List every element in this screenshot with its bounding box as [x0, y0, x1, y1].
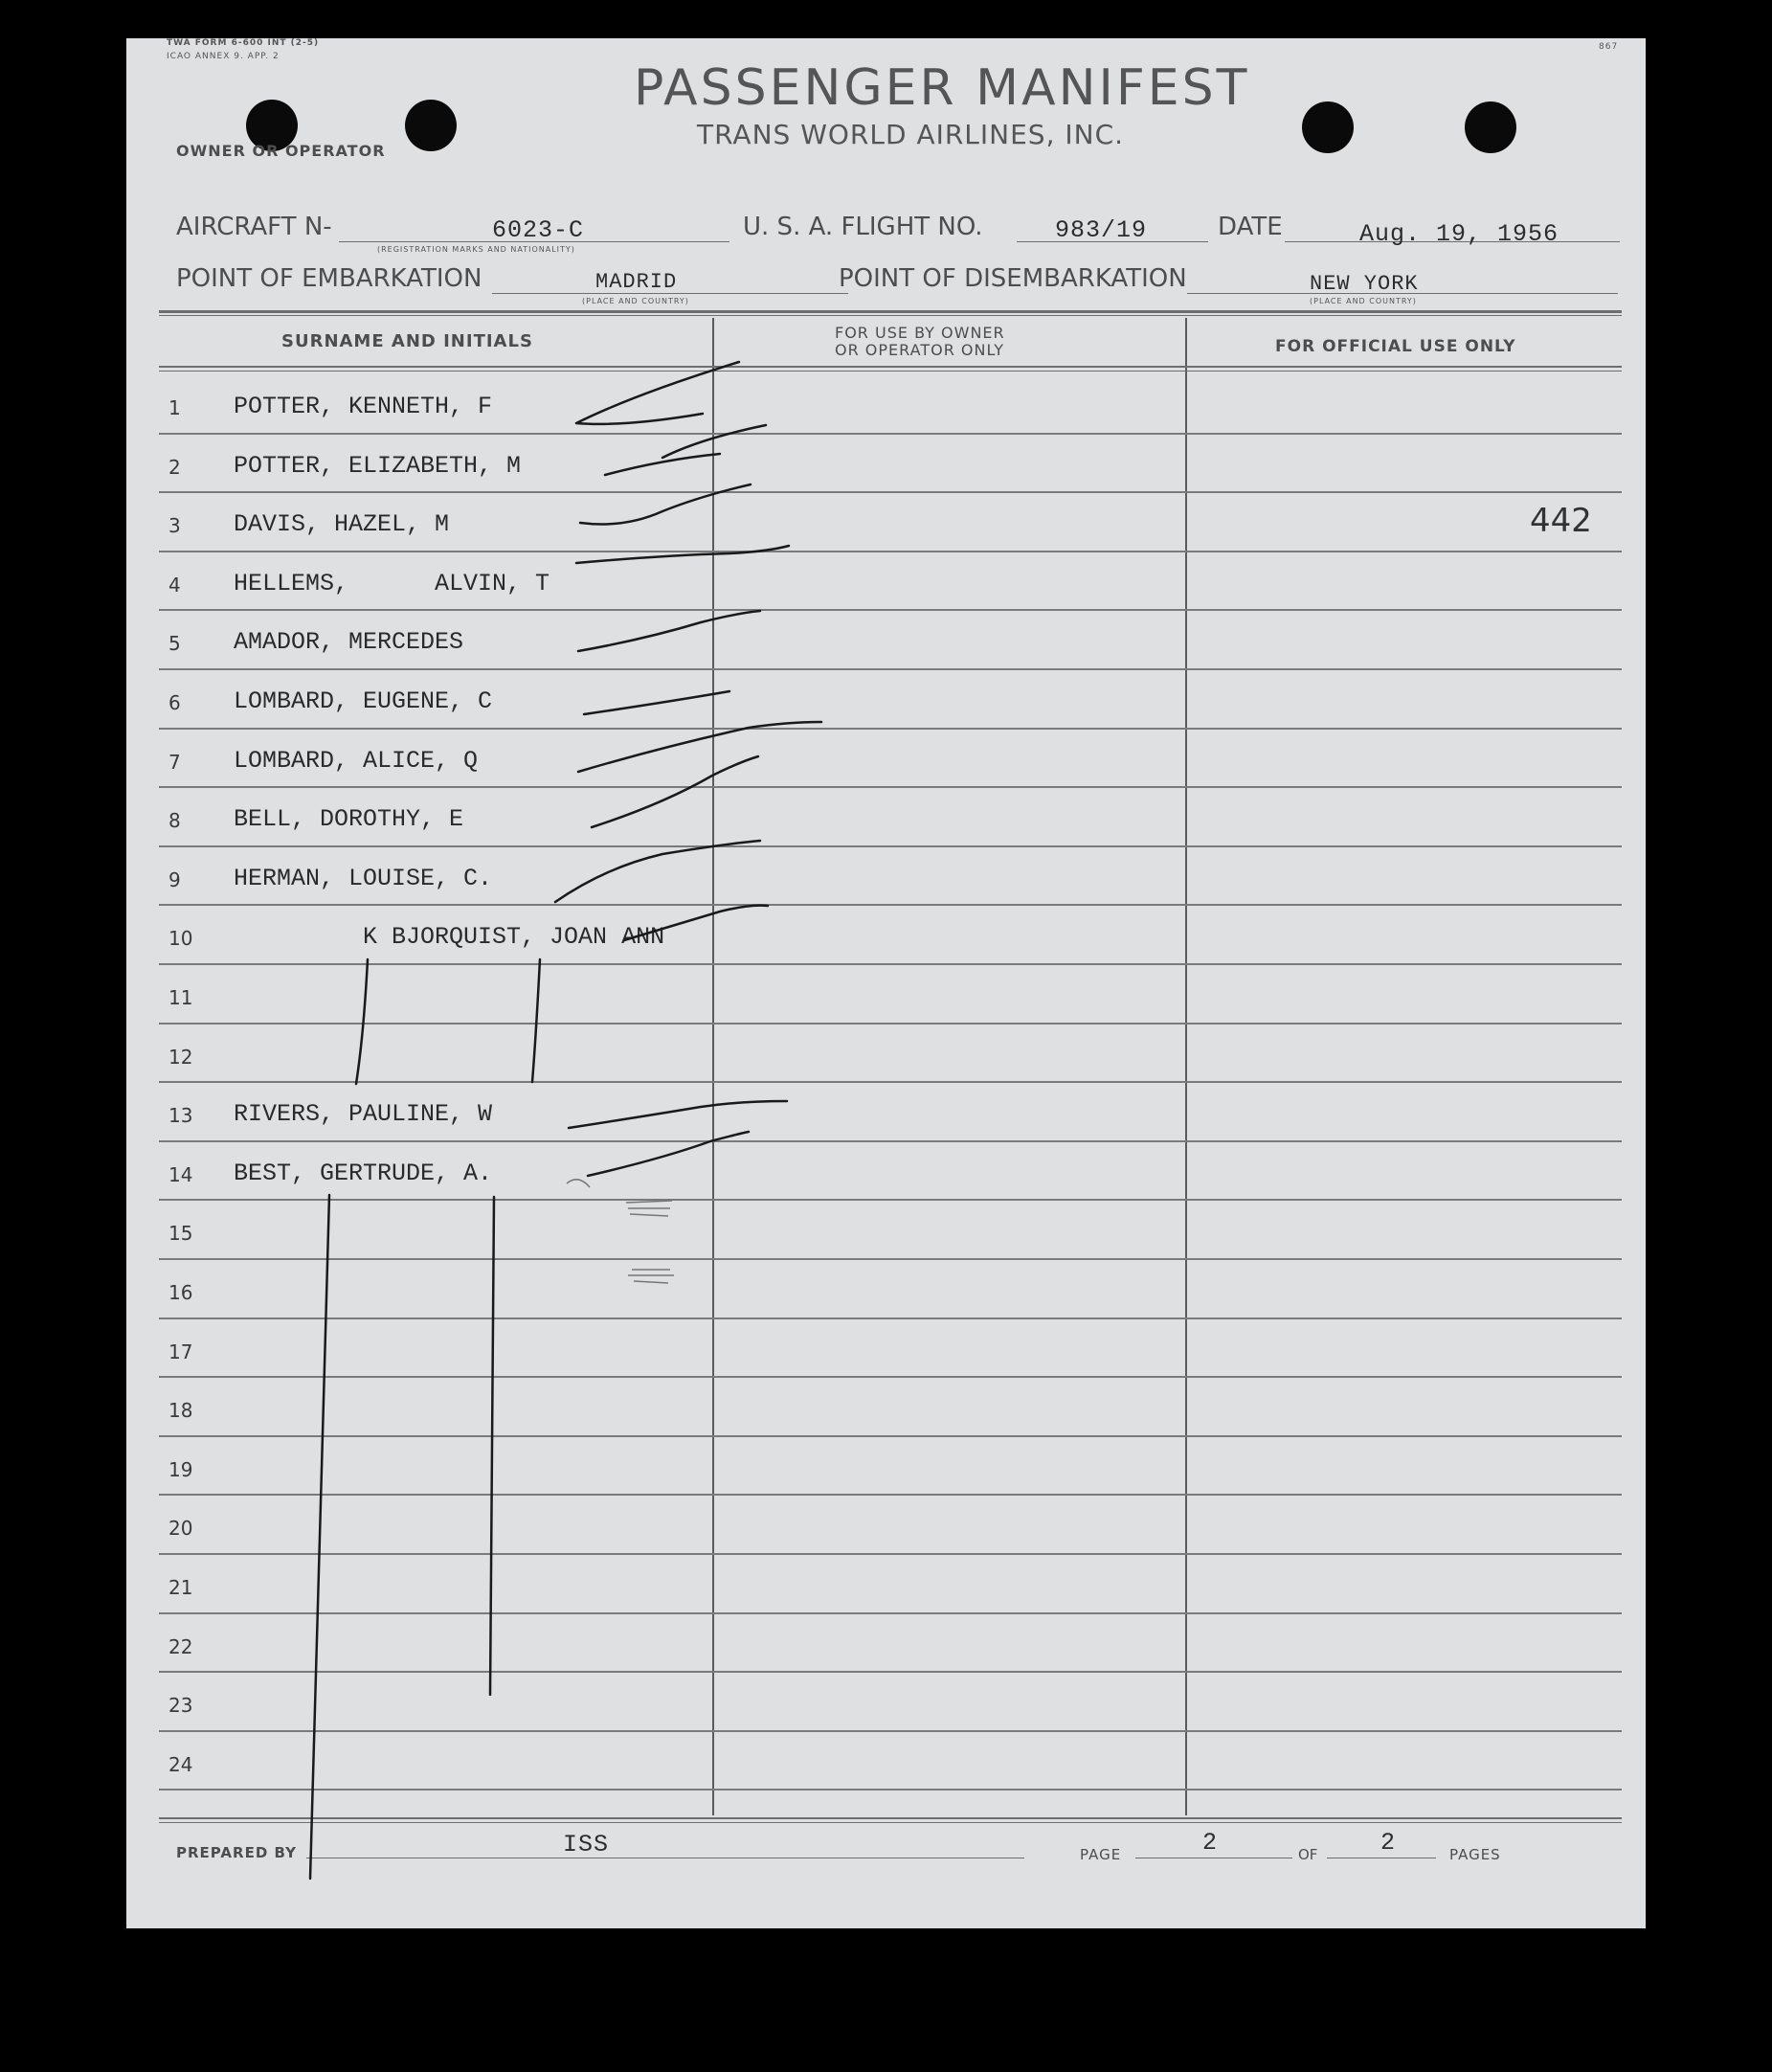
check-mark [576, 546, 789, 563]
row-number: 3 [168, 514, 181, 538]
disembarkation-label: POINT OF DISEMBARKATION [839, 264, 1187, 293]
row-number: 24 [168, 1752, 193, 1776]
prepared-by: ISS [563, 1831, 610, 1858]
passenger-name: POTTER, ELIZABETH, M [234, 451, 522, 480]
row-number: 7 [168, 750, 181, 774]
row-number: 21 [168, 1576, 193, 1599]
embarkation-note: (PLACE AND COUNTRY) [582, 297, 689, 305]
check-mark [624, 906, 768, 940]
aircraft-number: 6023-C [492, 216, 585, 244]
column-header-owner-2: OR OPERATOR ONLY [835, 341, 1005, 359]
page-number: 2 [1202, 1829, 1219, 1857]
owner-label: OWNER OR OPERATOR [176, 142, 386, 160]
date-label: DATE [1218, 213, 1283, 241]
disembarkation-note: (PLACE AND COUNTRY) [1310, 297, 1417, 305]
bracket-line [356, 959, 368, 1084]
check-mark [576, 362, 739, 424]
stamp-smudge [567, 1180, 590, 1187]
stamp-smudge [628, 1270, 674, 1283]
stamp-smudge [626, 1201, 672, 1216]
manifest-sheet [126, 38, 1646, 1928]
bracket-line [532, 959, 540, 1082]
pen-marks [126, 38, 1646, 1928]
row-number: 14 [168, 1162, 193, 1186]
passenger-name: HELLEMS, ALVIN, T [234, 569, 550, 597]
form-code: TWA FORM 6-600 INT (2-5) [167, 38, 320, 48]
row-number: 2 [168, 455, 181, 479]
row-number: 9 [168, 867, 181, 891]
of-label: OF [1298, 1846, 1318, 1863]
page-reference: 867 [1599, 42, 1619, 52]
check-mark [555, 841, 760, 902]
row-number: 10 [168, 927, 193, 951]
check-mark [578, 722, 821, 772]
embarkation-label: POINT OF EMBARKATION [176, 264, 482, 293]
aircraft-label: AIRCRAFT N- [176, 213, 332, 241]
check-mark [580, 484, 751, 525]
passenger-name: HERMAN, LOUISE, C. [234, 864, 493, 892]
row-number: 5 [168, 632, 181, 656]
passenger-name: DAVIS, HAZEL, M [234, 510, 450, 539]
flight-label: U. S. A. FLIGHT NO. [743, 213, 983, 241]
passenger-name: K BJORQUIST, JOAN ANN [234, 923, 665, 952]
page-label: PAGE [1080, 1846, 1122, 1863]
row-number: 18 [168, 1399, 193, 1423]
row-number: 1 [168, 396, 181, 419]
row-number: 22 [168, 1634, 193, 1658]
column-header-name: SURNAME AND INITIALS [281, 331, 533, 351]
bracket-line [310, 1195, 329, 1879]
passenger-name: BEST, GERTRUDE, A. [234, 1159, 493, 1187]
form-title: PASSENGER MANIFEST [634, 59, 1250, 117]
row-number: 4 [168, 573, 181, 597]
check-mark [605, 425, 766, 475]
check-mark [592, 756, 758, 827]
passenger-name: AMADOR, MERCEDES [234, 628, 464, 657]
disembarkation-place: NEW YORK [1310, 272, 1419, 296]
column-header-owner: FOR USE BY OWNER [835, 324, 1005, 342]
bracket-line [490, 1197, 494, 1695]
row-number: 6 [168, 691, 181, 714]
flight-date: Aug. 19, 1956 [1359, 220, 1559, 248]
flight-number: 983/19 [1055, 216, 1148, 244]
passenger-name: POTTER, KENNETH, F [234, 393, 493, 420]
pages-label: PAGES [1449, 1846, 1501, 1863]
row-number: 12 [168, 1045, 193, 1069]
row-number: 8 [168, 809, 181, 833]
row-number: 19 [168, 1457, 193, 1481]
form-annex: ICAO ANNEX 9. APP. 2 [167, 52, 280, 61]
prepared-label: PREPARED BY [176, 1844, 297, 1861]
check-mark [584, 691, 729, 714]
row-number: 15 [168, 1222, 193, 1246]
official-note: 442 [1530, 502, 1592, 540]
row-number: 11 [168, 986, 193, 1009]
row-number: 20 [168, 1517, 193, 1541]
row-number: 17 [168, 1340, 193, 1363]
passenger-name: LOMBARD, ALICE, Q [234, 746, 479, 775]
row-number: 16 [168, 1281, 193, 1304]
page-total: 2 [1380, 1829, 1397, 1857]
row-number: 13 [168, 1104, 193, 1128]
column-header-official: FOR OFFICIAL USE ONLY [1275, 337, 1516, 356]
passenger-name: RIVERS, PAULINE, W [234, 1100, 493, 1129]
check-mark [588, 1132, 749, 1176]
embarkation-place: MADRID [595, 270, 678, 294]
passenger-name: BELL, DOROTHY, E [234, 805, 464, 834]
check-mark [578, 611, 760, 651]
aircraft-note: (REGISTRATION MARKS AND NATIONALITY) [377, 245, 575, 254]
row-number: 23 [168, 1694, 193, 1718]
passenger-name: LOMBARD, EUGENE, C [234, 687, 493, 715]
check-mark [569, 1101, 787, 1128]
airline-name: TRANS WORLD AIRLINES, INC. [697, 119, 1125, 150]
